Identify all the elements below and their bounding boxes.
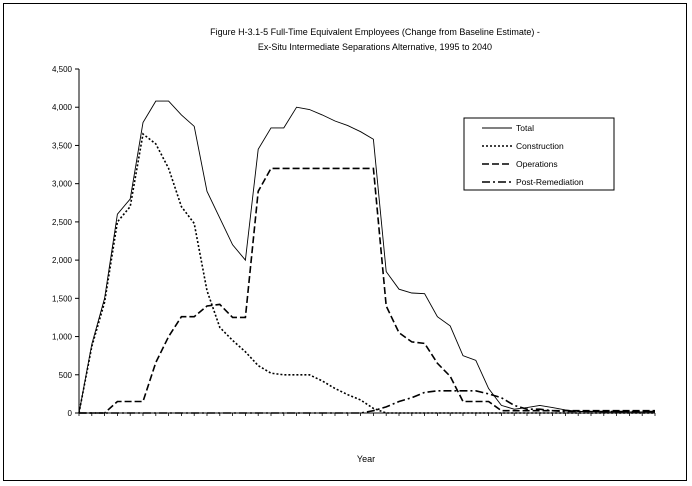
legend-label-total: Total — [516, 123, 534, 133]
y-tick-label: 3,500 — [51, 141, 72, 151]
legend-label-post-remediation: Post-Remediation — [516, 177, 584, 187]
chart-subtitle: Ex-Situ Intermediate Separations Alternative, 1995 to 2040 — [257, 42, 493, 52]
legend-label-operations: Operations — [516, 159, 558, 169]
chart-title: Figure H-3.1-5 Full-Time Equivalent Employees (Change from Baseline Estimate) - — [210, 27, 540, 37]
y-tick-label: 4,000 — [51, 103, 72, 113]
y-tick-label: 0 — [67, 409, 72, 418]
y-tick-label: 4,500 — [51, 65, 72, 74]
x-axis-title: Year — [356, 454, 376, 464]
y-tick-label: 500 — [58, 370, 72, 380]
y-tick-label: 2,000 — [51, 256, 72, 266]
y-tick-label: 3,000 — [51, 179, 72, 189]
y-tick-label: 1,500 — [51, 294, 72, 304]
series-line-post-remediation — [79, 391, 655, 413]
series-line-operations — [79, 168, 655, 413]
legend — [464, 118, 614, 190]
legend-label-construction: Construction — [516, 141, 564, 151]
y-tick-label: 2,500 — [51, 217, 72, 227]
y-tick-label: 1,000 — [51, 332, 72, 342]
